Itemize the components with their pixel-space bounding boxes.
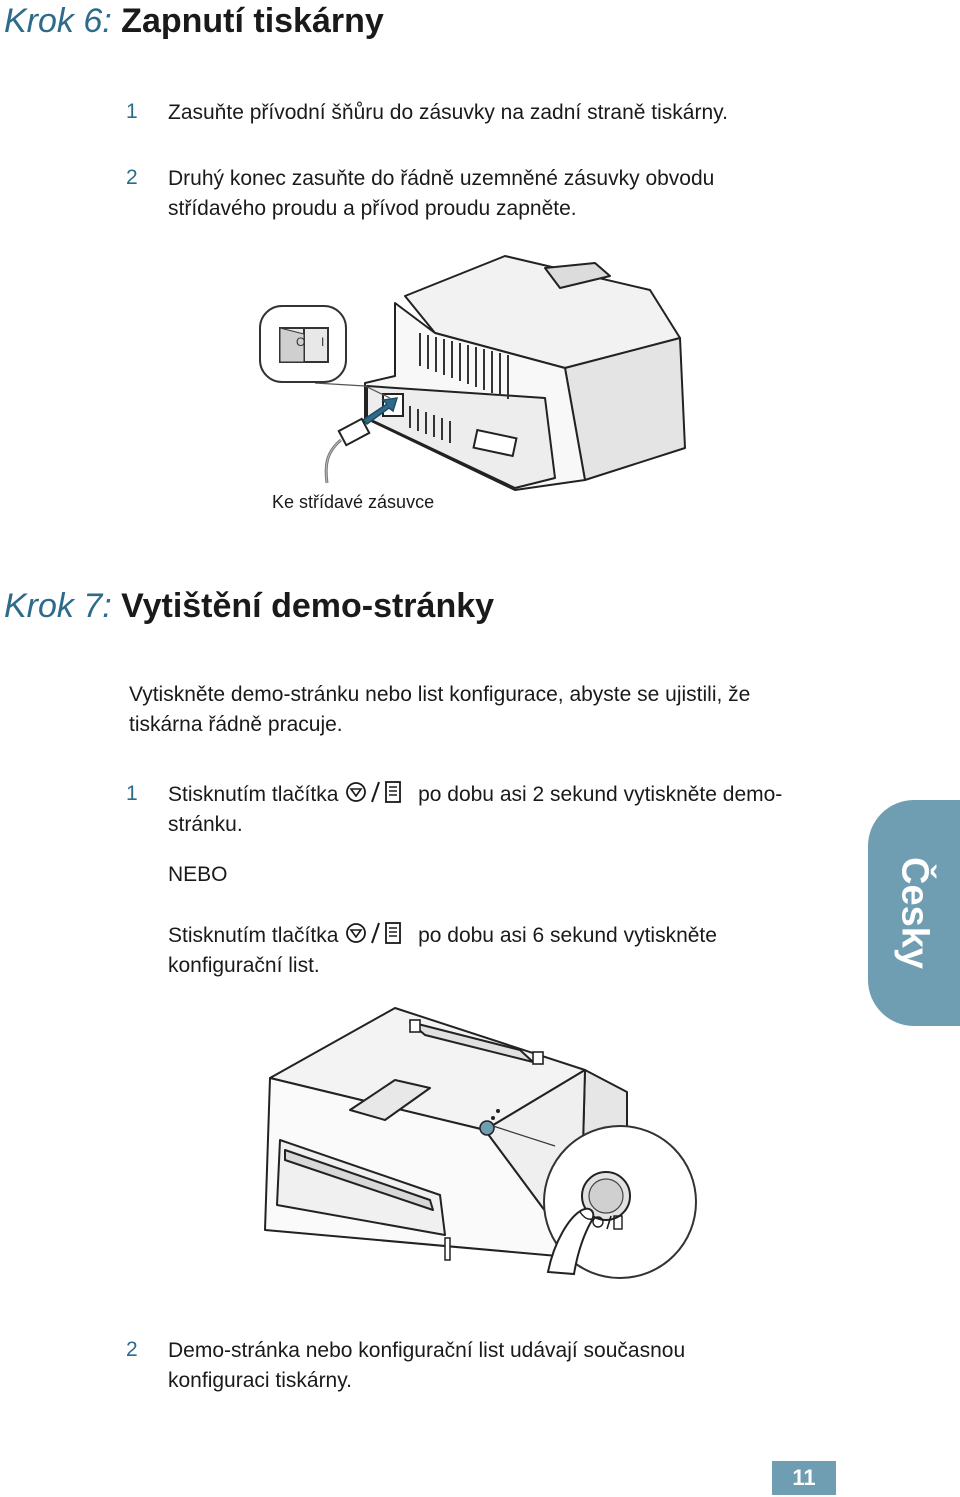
step7-item1-number: 1 — [126, 782, 138, 805]
step7-heading — [4, 587, 494, 626]
switch-on-label: I — [321, 335, 325, 349]
or-label: NEBO — [168, 863, 228, 886]
step6-item2-text — [168, 164, 714, 224]
step7-item1-alt-pre: Stisknutím tlačítka — [168, 924, 339, 947]
step7-item1-alt-text — [168, 921, 717, 981]
step7-item1-alt-line1 — [168, 921, 717, 951]
switch-off-label: O — [296, 335, 306, 349]
step6-item1-number: 1 — [126, 100, 138, 123]
step6-item2-line2: střídavého proudu a přívod proudu zapněte. — [168, 197, 577, 220]
page-number: 11 — [772, 1461, 836, 1495]
button-zoom-callout — [534, 1122, 704, 1282]
step7-item1-alt-line2: konfigurační list. — [168, 954, 320, 977]
step7-item2-line2: konfiguraci tiskárny. — [168, 1369, 353, 1392]
step6-heading — [4, 2, 384, 41]
step7-item2-text — [168, 1336, 685, 1396]
step7-intro — [129, 680, 750, 740]
step7-item1-alt-post: po dobu asi 6 sekund vytiskněte — [418, 924, 717, 947]
step7-item1-line2: stránku. — [168, 813, 243, 836]
language-tab — [868, 800, 960, 1026]
step6-title: Zapnutí tiskárny — [121, 2, 384, 40]
step7-item2-number: 2 — [126, 1338, 138, 1361]
demo-button-icon — [346, 921, 410, 945]
language-tab-label: Česky — [893, 857, 936, 969]
step6-item2-number: 2 — [126, 166, 138, 189]
step7-intro-line1: Vytiskněte demo-stránku nebo list konfigurace, abyste se ujistili, že — [129, 683, 751, 706]
step6-item1-line1: Zasuňte přívodní šňůru do zásuvky na zadní straně tiskárny. — [168, 101, 728, 124]
step7-title: Vytištění demo-stránky — [121, 587, 495, 625]
demo-button-icon — [346, 780, 410, 804]
step7-item1-post: po dobu asi 2 sekund vytiskněte demo- — [418, 783, 783, 806]
step7-label: Krok 7: — [4, 587, 112, 625]
step7-item2-line1: Demo-stránka nebo konfigurační list udávají současnou — [168, 1339, 686, 1362]
step7-item1-pre: Stisknutím tlačítka — [168, 783, 339, 806]
step7-item1-line1 — [168, 780, 782, 810]
step7-item1-text — [168, 780, 782, 840]
step6-label: Krok 6: — [4, 2, 112, 40]
step6-item2-line1: Druhý konec zasuňte do řádně uzemněné zásuvky obvodu — [168, 167, 715, 190]
figure-caption: Ke střídavé zásuvce — [272, 492, 435, 512]
step7-intro-line2: tiskárna řádně pracuje. — [129, 713, 343, 736]
step6-item1-text — [168, 98, 728, 128]
